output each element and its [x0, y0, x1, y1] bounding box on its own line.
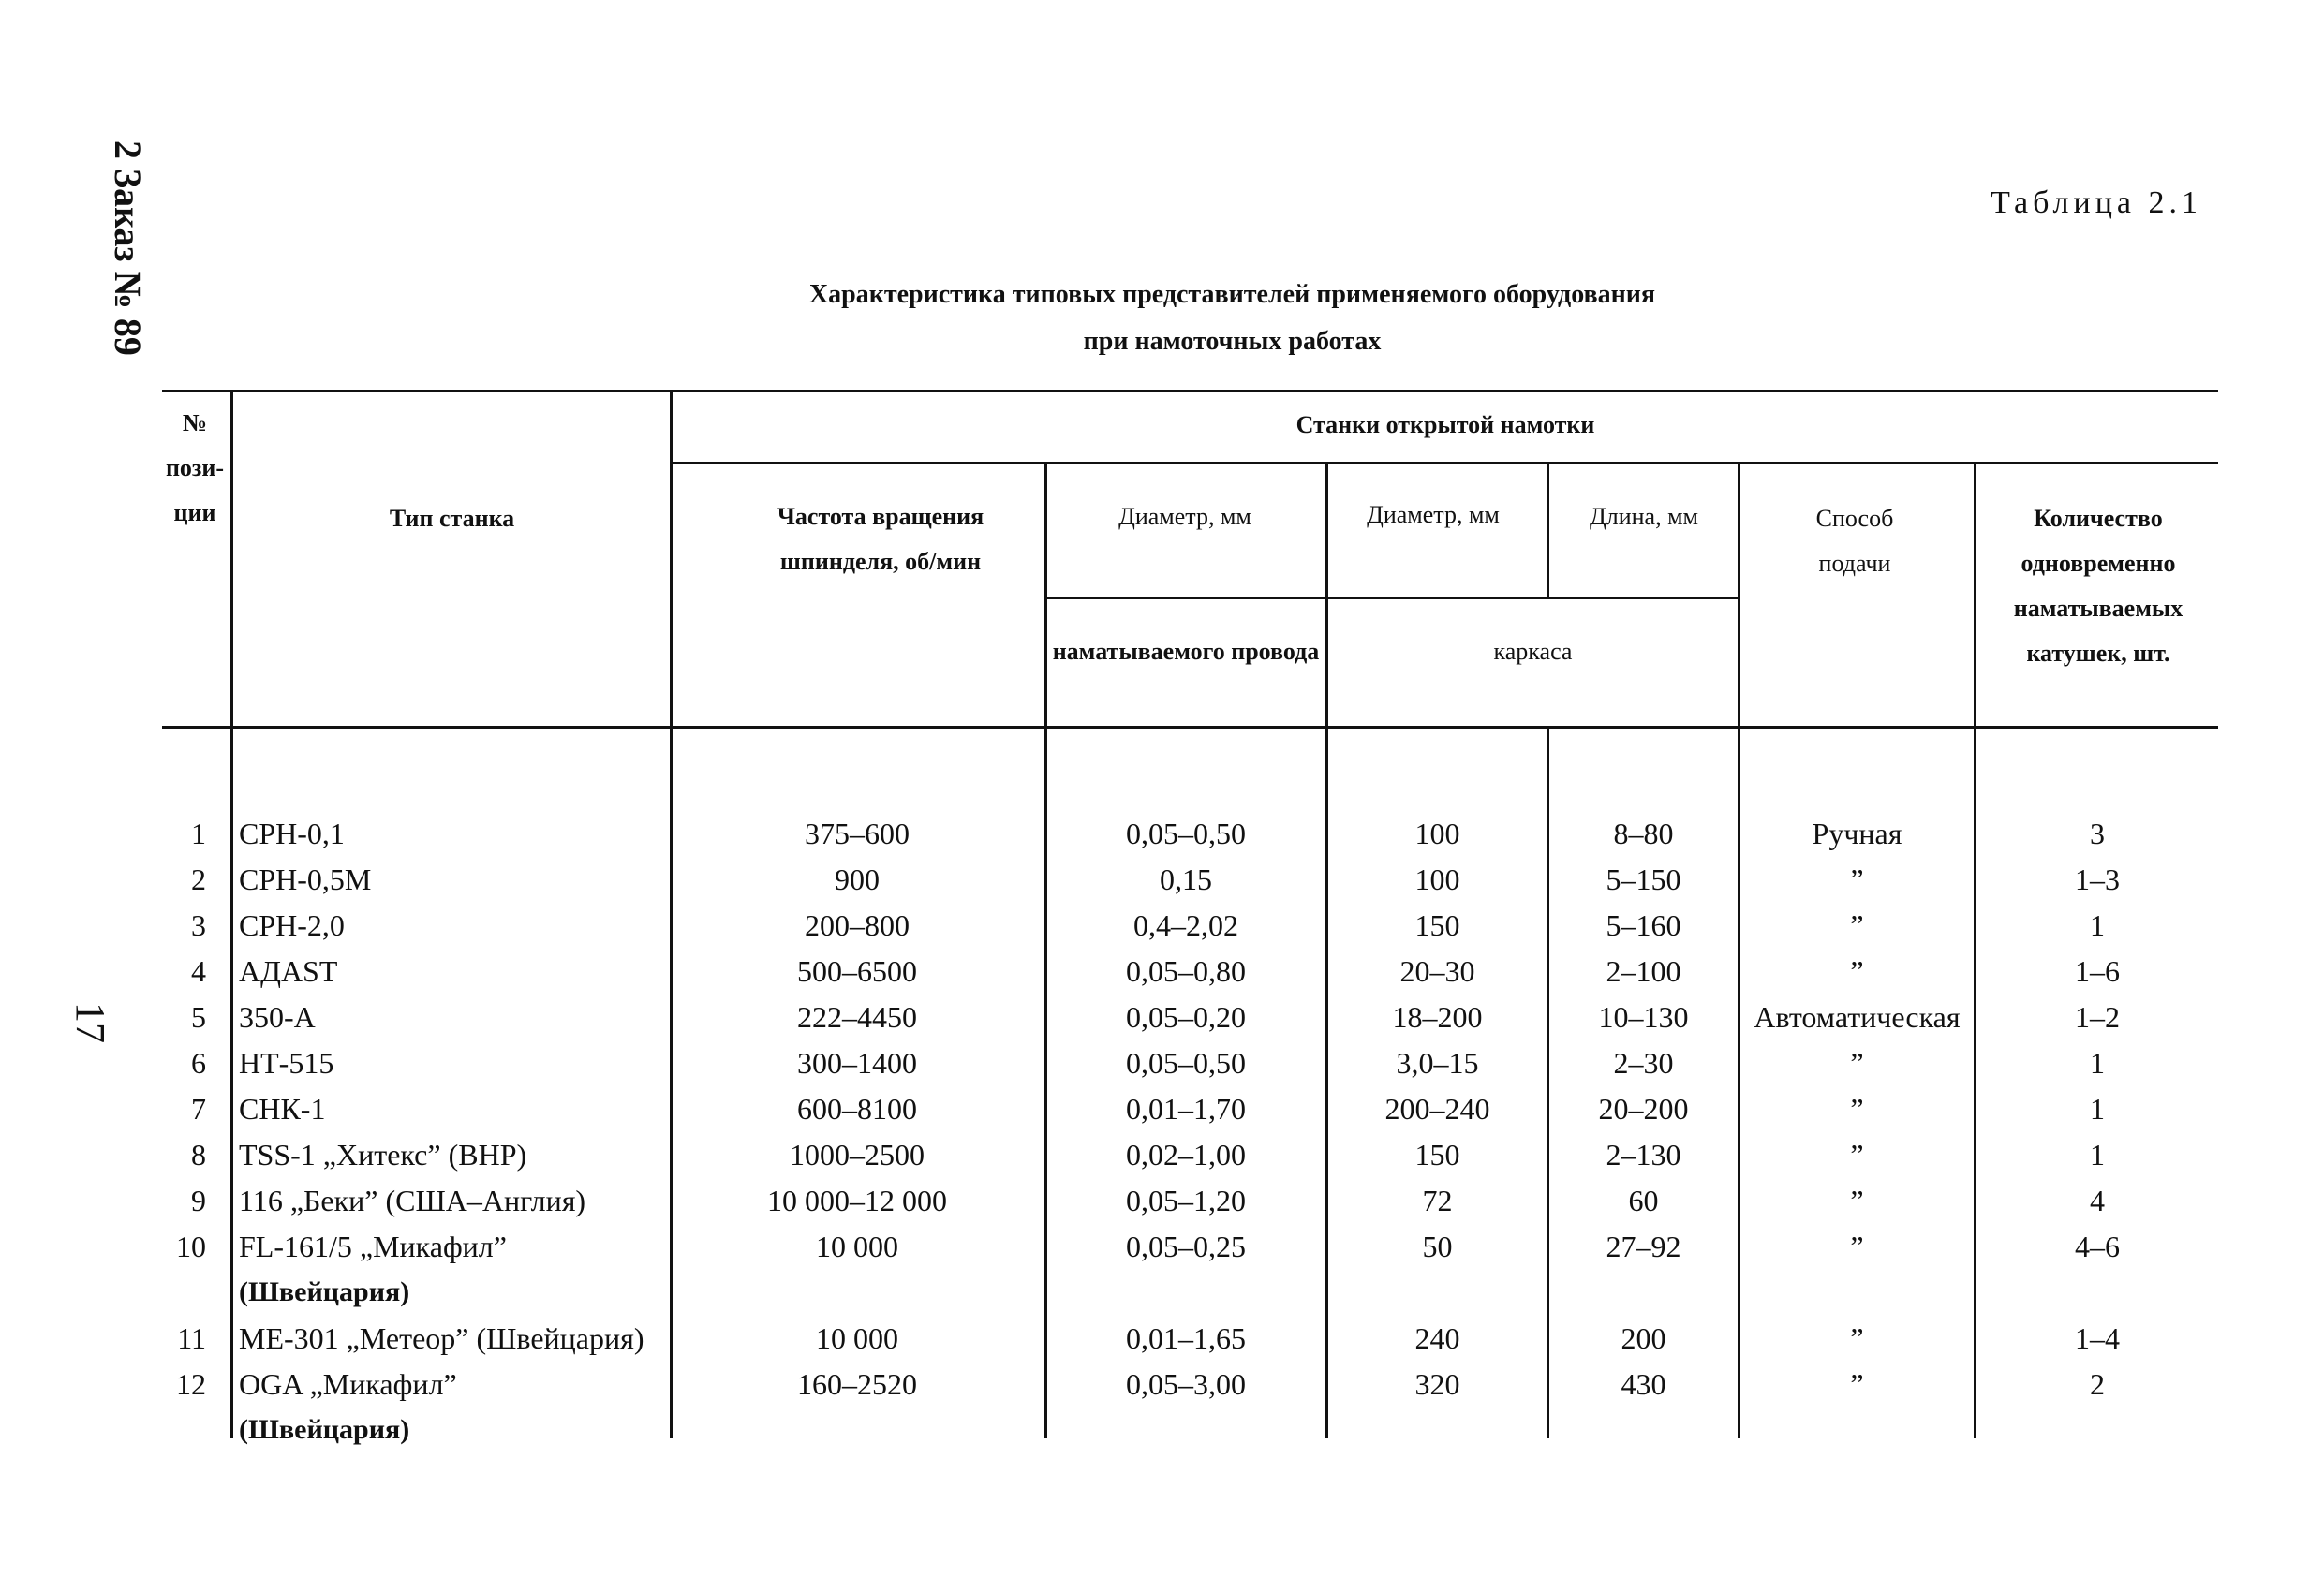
cell-feed: Ручная — [1812, 817, 1902, 850]
cell-frame-length: 8–80 — [1613, 817, 1674, 850]
cell-count: 1–2 — [2075, 1000, 2120, 1034]
cell-position: 6 — [191, 1046, 206, 1080]
cell-type: 116 „Беки” (США–Англия) — [239, 1184, 586, 1217]
header-bottom-rule — [162, 726, 2218, 729]
cell-position: 12 — [176, 1367, 206, 1401]
cell-wire-diameter: 0,15 — [1160, 862, 1212, 896]
cell-frame-diameter: 100 — [1414, 817, 1460, 850]
header-frame-label: каркаса — [1493, 638, 1573, 665]
cell-position: 8 — [191, 1138, 206, 1172]
cell-frame-length: 20–200 — [1598, 1092, 1689, 1126]
cell-speed: 600–8100 — [797, 1092, 917, 1126]
cell-speed: 160–2520 — [797, 1367, 917, 1401]
cell-position: 4 — [191, 954, 206, 988]
cell-frame-diameter: 240 — [1414, 1321, 1460, 1355]
cell-speed: 10 000–12 000 — [767, 1184, 947, 1217]
order-number: 2 Заказ № 89 — [107, 140, 149, 356]
cell-frame-length: 5–150 — [1606, 862, 1681, 896]
cell-frame-diameter: 100 — [1414, 862, 1460, 896]
cell-frame-length: 10–130 — [1598, 1000, 1689, 1034]
cell-feed: Автоматическая — [1754, 1000, 1961, 1034]
cell-type: АДАST — [239, 954, 338, 988]
cell-count: 1–4 — [2075, 1321, 2120, 1355]
diameter-sub-rule — [1044, 597, 1739, 599]
header-count: Количество одновременно наматываемых катушек, шт. — [2013, 505, 2183, 667]
cell-frame-length: 27–92 — [1606, 1230, 1681, 1263]
header-group: Станки открытой намотки — [1295, 411, 1595, 438]
cell-position: 9 — [191, 1184, 206, 1217]
table-label: Таблица 2.1 — [1991, 185, 2202, 220]
cell-frame-length: 2–100 — [1606, 954, 1681, 988]
header-wire-diameter: Диаметр, мм — [1118, 503, 1251, 530]
header-frame-diameter: Диаметр, мм — [1367, 501, 1500, 528]
group-header-rule — [672, 462, 2218, 464]
cell-frame-diameter: 150 — [1414, 1138, 1460, 1172]
cell-count: 1 — [2090, 1092, 2105, 1126]
cell-type: СРН-0,5М — [239, 862, 372, 896]
header-speed: Частота вращения шпинделя, об/мин — [777, 503, 984, 575]
caption-line-1: Характеристика типовых представителей применяемого оборудования — [808, 280, 1656, 309]
cell-frame-diameter: 20–30 — [1399, 954, 1475, 988]
cell-position: 10 — [176, 1230, 206, 1263]
col-rule-1 — [230, 390, 233, 1438]
cell-type: СНК-1 — [239, 1092, 326, 1126]
cell-position: 7 — [191, 1092, 206, 1126]
cell-wire-diameter: 0,01–1,65 — [1126, 1321, 1246, 1355]
cell-type: НТ-515 — [239, 1046, 334, 1080]
cell-frame-diameter: 18–200 — [1392, 1000, 1483, 1034]
cell-speed: 500–6500 — [797, 954, 917, 988]
cell-speed: 200–800 — [805, 908, 910, 942]
cell-frame-diameter: 200–240 — [1384, 1092, 1490, 1126]
cell-wire-diameter: 0,4–2,02 — [1133, 908, 1238, 942]
cell-count: 2 — [2090, 1367, 2105, 1401]
cell-feed: ” — [1850, 1184, 1864, 1217]
cell-wire-diameter: 0,05–0,20 — [1126, 1000, 1246, 1034]
cell-position: 3 — [191, 908, 206, 942]
cell-frame-length: 2–130 — [1606, 1138, 1681, 1172]
cell-position: 11 — [177, 1321, 206, 1355]
cell-wire-diameter: 0,05–0,80 — [1126, 954, 1246, 988]
caption-line-2: при намоточных работах — [1083, 327, 1382, 356]
cell-count: 1–3 — [2075, 862, 2120, 896]
cell-feed: ” — [1850, 1321, 1864, 1355]
cell-speed: 10 000 — [816, 1230, 898, 1263]
header-wire-label: наматываемого провода — [1052, 638, 1320, 665]
header-feed: Способ подачи — [1815, 505, 1894, 577]
cell-speed: 900 — [835, 862, 880, 896]
cell-speed: 10 000 — [816, 1321, 898, 1355]
cell-position: 2 — [191, 862, 206, 896]
cell-count: 1 — [2090, 1138, 2105, 1172]
cell-frame-diameter: 320 — [1414, 1367, 1460, 1401]
cell-count: 1 — [2090, 1046, 2105, 1080]
col-rule-5 — [1547, 462, 1549, 598]
cell-frame-length: 60 — [1628, 1184, 1659, 1217]
cell-wire-diameter: 0,05–0,50 — [1126, 817, 1246, 850]
cell-wire-diameter: 0,05–1,20 — [1126, 1184, 1246, 1217]
header-type: Тип станка — [389, 505, 515, 532]
cell-frame-length: 200 — [1621, 1321, 1666, 1355]
cell-feed: ” — [1850, 862, 1864, 896]
cell-count: 3 — [2090, 817, 2105, 850]
cell-count: 4–6 — [2075, 1230, 2120, 1263]
cell-wire-diameter: 0,05–0,25 — [1126, 1230, 1246, 1263]
cell-feed: ” — [1850, 1230, 1864, 1263]
cell-feed: ” — [1850, 1138, 1864, 1172]
cell-frame-diameter: 150 — [1414, 908, 1460, 942]
cell-type: OGA „Микафил” — [239, 1367, 457, 1401]
col-rule-2 — [670, 390, 673, 1438]
cell-frame-diameter: 50 — [1422, 1230, 1453, 1263]
cell-count: 1–6 — [2075, 954, 2120, 988]
cell-count: 4 — [2090, 1184, 2105, 1217]
cell-feed: ” — [1850, 1367, 1864, 1401]
cell-position: 5 — [191, 1000, 206, 1034]
cell-frame-diameter: 72 — [1422, 1184, 1453, 1217]
cell-frame-length: 5–160 — [1606, 908, 1681, 942]
cell-type: FL-161/5 „Микафил” — [239, 1230, 507, 1263]
cell-frame-diameter: 3,0–15 — [1396, 1046, 1479, 1080]
cell-type: МЕ-301 „Метеор” (Швейцария) — [239, 1321, 644, 1355]
cell-wire-diameter: 0,01–1,70 — [1126, 1092, 1246, 1126]
cell-feed: ” — [1850, 908, 1864, 942]
table-top-rule — [162, 390, 2218, 392]
cell-wire-diameter: 0,02–1,00 — [1126, 1138, 1246, 1172]
header-frame-length: Длина, мм — [1590, 503, 1698, 530]
cell-position: 1 — [191, 817, 206, 850]
cell-type-continued: (Швейцария) — [239, 1276, 410, 1307]
cell-speed: 375–600 — [805, 817, 910, 850]
cell-type: TSS-1 „Хитекс” (ВНР) — [239, 1138, 527, 1172]
cell-type-continued: (Швейцария) — [239, 1414, 410, 1445]
cell-wire-diameter: 0,05–0,50 — [1126, 1046, 1246, 1080]
cell-type: 350-А — [239, 1000, 316, 1034]
cell-frame-length: 2–30 — [1613, 1046, 1674, 1080]
page-number: 17 — [67, 1002, 113, 1043]
cell-speed: 300–1400 — [797, 1046, 917, 1080]
cell-feed: ” — [1850, 954, 1864, 988]
cell-type: СРН-0,1 — [239, 817, 345, 850]
header-position: № пози- ции — [165, 409, 225, 526]
cell-count: 1 — [2090, 908, 2105, 942]
cell-type: СРН-2,0 — [239, 908, 345, 942]
cell-wire-diameter: 0,05–3,00 — [1126, 1367, 1246, 1401]
cell-speed: 222–4450 — [797, 1000, 917, 1034]
cell-speed: 1000–2500 — [790, 1138, 925, 1172]
cell-feed: ” — [1850, 1092, 1864, 1126]
cell-frame-length: 430 — [1621, 1367, 1666, 1401]
cell-feed: ” — [1850, 1046, 1864, 1080]
